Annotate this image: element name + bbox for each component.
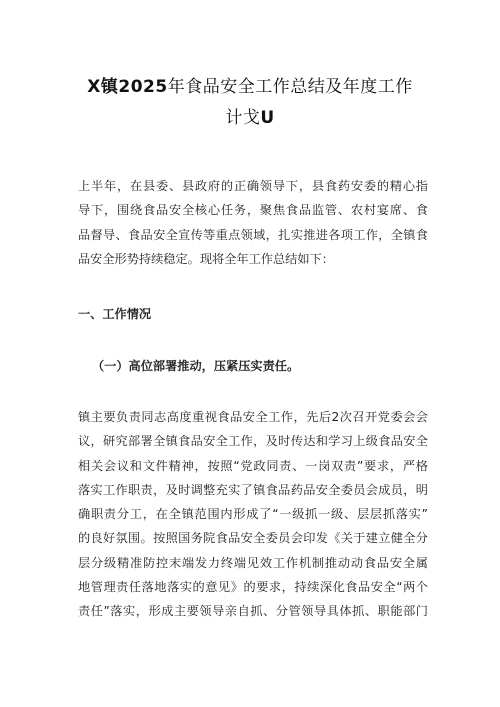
body-line: 的良好氛围。按照国务院食品安全委员会印发《关于建立健全分	[78, 531, 428, 546]
body-line: 层分级精准防控末端发力终端见效工作机制推动动食品安全属	[78, 555, 428, 570]
section-heading: 一、工作情况	[78, 307, 152, 321]
body-line: 相关会议和文件精神，按照“党政同责、一岗双责”要求，严格	[78, 458, 428, 473]
document-title-line-1	[60, 72, 440, 97]
intro-line: 品安全形势持续稳定。现将全年工作总结如下：	[78, 251, 334, 266]
body-line: 责任”落实，形成主要领导亲自抓、分管领导具体抓、职能部门	[78, 604, 428, 619]
intro-line: 上半年，在县委、县政府的正确领导下，县食药安委的精心指	[78, 179, 428, 193]
document-title-line-2	[60, 103, 440, 128]
body-line: 落实工作职责，及时调整充实了镇食品药品安全委员会成员，明	[78, 482, 428, 497]
subsection-heading: （一）高位部署推动，压紧压实责任。	[92, 359, 300, 373]
title-text-2: 计戈	[225, 108, 261, 128]
body-paragraph	[78, 405, 428, 624]
title-year: 2025	[118, 77, 168, 97]
body-line: 议，研究部署全镇食品安全工作，及时传达和学习上级食品安全	[78, 434, 428, 449]
intro-line: 导下，围绕食品安全核心任务，聚焦食品监管、农村宴席、食	[78, 203, 428, 218]
title-town: X镇	[87, 77, 119, 97]
title-text: 年食品安全工作总结及年度工作	[167, 77, 413, 97]
title-end: U	[260, 108, 275, 128]
body-line: 镇主要负责同志高度重视食品安全工作，先后2次召开党委会会	[78, 410, 428, 424]
intro-paragraph	[78, 174, 428, 271]
body-line: 地管理责任落地落实的意见》的要求，持续深化食品安全“两个	[78, 580, 428, 595]
intro-line: 品督导、食品安全宣传等重点领域，扎实推进各项工作，全镇食	[78, 227, 428, 242]
body-line: 确职责分工，在全镇范围内形成了“一级抓一级、层层抓落实”	[78, 507, 428, 522]
